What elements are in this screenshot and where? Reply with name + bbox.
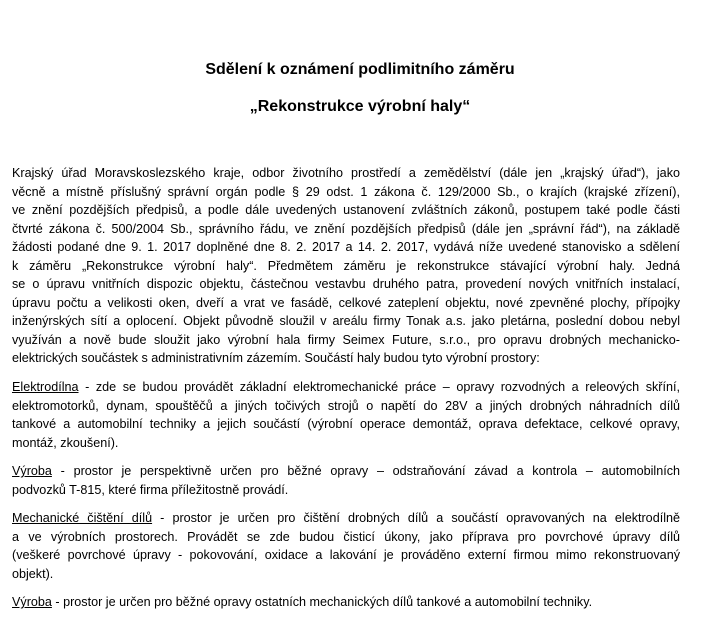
section-term: Výroba (12, 464, 52, 479)
text-line: žádosti podané dne 9. 1. 2017 doplněné dne 8. 2. 2017 a 14. 2. 2017, vydává níže uvedené stanovisko a sdělení (12, 240, 680, 255)
section-vyroba-2 (12, 593, 680, 612)
text-line: (veškeré povrchové úpravy - pokovování, oxidace a lakování je prováděno externí firmou mimo rekonstruovaný (12, 548, 680, 563)
text-line: objekt). (12, 566, 54, 581)
section-term: Mechanické čištění dílů (12, 511, 153, 526)
section-vyroba (12, 462, 680, 499)
text-line: se o úpravu vnitřních dispozic objektu, částečnou vestavbu druhého patra, provedení nových vnitřních instalací, (12, 277, 680, 292)
text-line: inženýrských sítí a oplocení. Objekt původně sloužil v areálu firmy Tonak a.s. jako pletárna, poslední dobou nebyl (12, 314, 680, 329)
text-line: podvozků T-815, které firma příležitostně provádí. (12, 482, 289, 497)
text-line: elektrických součástek s administrativním zázemím. Součástí haly budou tyto výrobní prostory: (12, 351, 540, 366)
document-subtitle: „Rekonstrukce výrobní haly“ (249, 98, 471, 115)
text-line (12, 509, 680, 528)
text-line: elektromotorků, dynam, spouštěčů a jiných točivých strojů o napětí do 28V a jiných drobných náhradních dílů (12, 398, 680, 413)
section-text: - zde se budou provádět základní elektromechanické práce – opravy rozvodných a releových skříní, (78, 380, 680, 395)
text-line (12, 462, 680, 481)
section-text: - prostor je perspektivně určen pro běžné opravy – odstraňování závad a kontrola – automobilních (51, 464, 680, 479)
document-title: Sdělení k oznámení podlimitního záměru (205, 61, 515, 78)
text-line: k záměru „Rekonstrukce výrobní haly“. Předmětem záměru je rekonstrukce stávající výrobní haly. Jedná (12, 258, 680, 273)
text-line: využíván a nově bude sloužit jako výrobní hala firmy Seimex Future, s.r.o., pro opravu drobných mechanicko- (12, 332, 680, 347)
intro-paragraph (12, 164, 680, 368)
text-line: čtvrté zákona č. 500/2004 Sb., správního řádu, ve znění pozdějších předpisů (dále jen „správní řád“), na základě (12, 221, 680, 236)
section-term: Elektrodílna (12, 380, 79, 395)
text-line: úpravu počtu a velikosti oken, dveří a vrat ve fasádě, celkové zateplení objektu, nové zpevněné plochy, přípojky (12, 295, 680, 310)
section-text: - prostor je určen pro běžné opravy ostatních mechanických dílů tankové a automobilní techniky. (51, 595, 593, 610)
text-line: Krajský úřad Moravskoslezského kraje, odbor životního prostředí a zemědělství (dále jen „krajský úřad“), jako (12, 166, 680, 180)
text-line: věcně a místně příslušný správní orgán podle § 29 odst. 1 zákona č. 129/2000 Sb., o krajích (krajské zřízení), (12, 184, 680, 199)
text-line (12, 593, 680, 612)
section-mechanicke-cisteni (12, 509, 680, 583)
text-line: a ve výrobních prostorech. Provádět se zde budou čisticí úkony, jako příprava pro povrchové úpravy dílů (12, 529, 680, 544)
section-elektrodilna (12, 378, 680, 452)
section-term: Výroba (12, 595, 52, 610)
document-body (12, 164, 680, 622)
text-line (12, 378, 680, 397)
text-line: tankové a automobilní techniky a jejich součástí (výrobní operace demontáž, oprava defektace, celkové opravy, (12, 417, 680, 432)
section-text: - prostor je určen pro čištění drobných dílů a součástí opravovaných na elektrodílně (152, 511, 680, 526)
text-line: montáž, zkoušení). (12, 435, 119, 450)
text-line: ve znění pozdějších předpisů, a podle dále uvedených ustanovení zvláštních zákonů, postupem také podle části (12, 203, 680, 218)
